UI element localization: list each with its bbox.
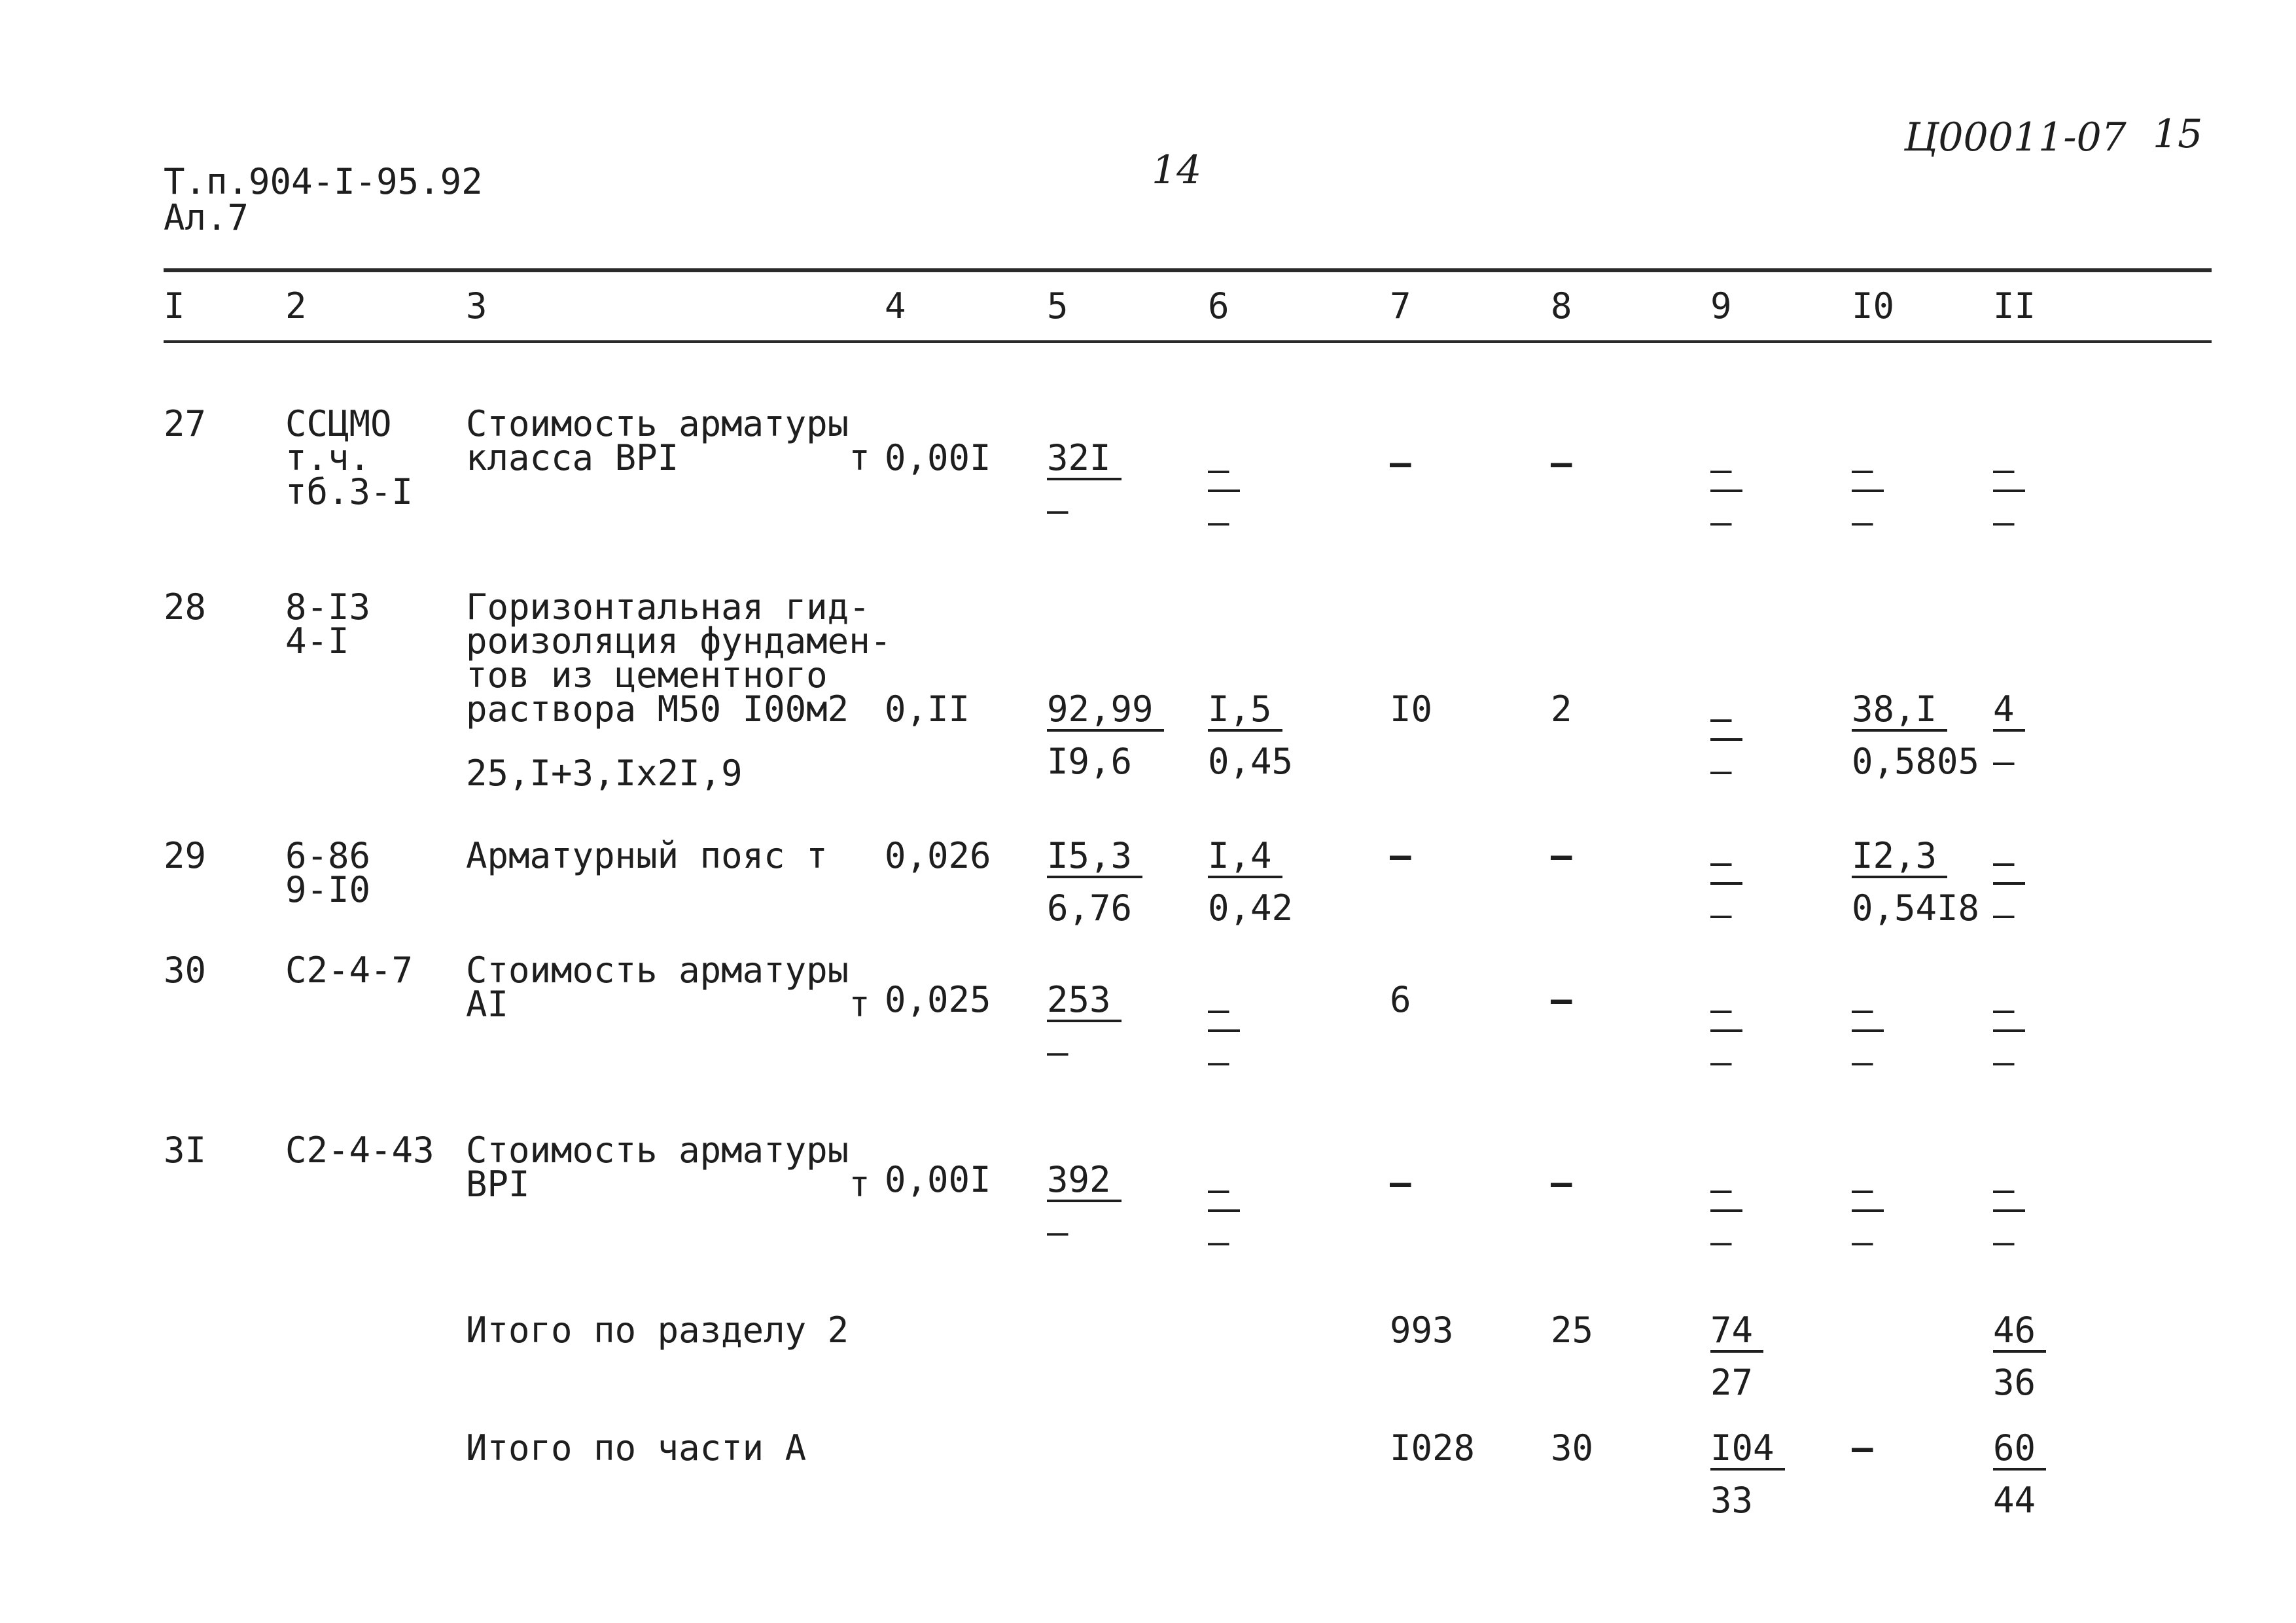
cell-8: – bbox=[1551, 442, 1572, 484]
fraction-numerator: – bbox=[1208, 452, 1240, 492]
col-header: II bbox=[1993, 285, 2036, 327]
work-name: раствора М50 I00м2 bbox=[466, 688, 849, 730]
fraction-numerator: – bbox=[1208, 991, 1240, 1032]
norm-code: 8-I3 bbox=[285, 586, 371, 628]
cost-cell-5 bbox=[1047, 437, 1122, 531]
cost-cell-11 bbox=[1993, 449, 2025, 543]
col-header: 9 bbox=[1710, 285, 1732, 327]
norm-code: С2-4-7 bbox=[285, 950, 414, 991]
work-name: Стоимость арматуры bbox=[466, 950, 849, 991]
cost-cell-11 bbox=[1993, 844, 2025, 933]
row-number: 3I bbox=[164, 1130, 207, 1171]
fraction-numerator: 392 bbox=[1047, 1162, 1122, 1202]
fraction-numerator: 253 bbox=[1047, 982, 1122, 1022]
work-name: АI т bbox=[466, 984, 870, 1025]
fraction-denominator: – bbox=[1852, 501, 1873, 543]
quantity: 0,00I bbox=[885, 1159, 991, 1200]
cell-7: I0 bbox=[1390, 688, 1433, 730]
cost-cell-6 bbox=[1208, 688, 1294, 782]
cost-cell-6 bbox=[1208, 449, 1240, 543]
fraction-numerator: – bbox=[1710, 844, 1742, 885]
fraction-denominator: – bbox=[1710, 894, 1732, 935]
page-number-handwritten: 14 bbox=[1152, 147, 1202, 193]
cell-7: – bbox=[1390, 835, 1411, 876]
fraction-numerator: 60 bbox=[1993, 1430, 2046, 1471]
col-header: 4 bbox=[885, 285, 906, 327]
cell-8: – bbox=[1551, 1162, 1572, 1204]
fraction-denominator: 0,42 bbox=[1208, 887, 1294, 929]
fraction-numerator: 32I bbox=[1047, 440, 1122, 480]
col-header: 2 bbox=[285, 285, 307, 327]
fraction-denominator: – bbox=[1208, 501, 1229, 543]
fraction-denominator: 44 bbox=[1993, 1480, 2036, 1521]
cost-cell-10 bbox=[1852, 835, 1980, 929]
norm-code: С2-4-43 bbox=[285, 1130, 434, 1171]
cost-cell-11 bbox=[1993, 688, 2025, 782]
fraction-denominator: – bbox=[1710, 1221, 1732, 1262]
total-cell-10: – bbox=[1852, 1427, 1873, 1469]
fraction-denominator: – bbox=[1047, 1211, 1069, 1253]
cell-7: – bbox=[1390, 1162, 1411, 1204]
total-cell-11 bbox=[1993, 1312, 2046, 1401]
cost-cell-6 bbox=[1208, 991, 1240, 1080]
fraction-denominator: – bbox=[1047, 490, 1069, 531]
norm-code: тб.3-I bbox=[285, 471, 414, 512]
fraction-denominator: – bbox=[1208, 1041, 1229, 1082]
fraction-denominator: – bbox=[1993, 1041, 2015, 1082]
row-number: 29 bbox=[164, 835, 207, 876]
fraction-numerator: – bbox=[1993, 844, 2025, 885]
fraction-numerator: – bbox=[1993, 1171, 2025, 1212]
table-header-rule bbox=[164, 340, 2212, 343]
work-name: Арматурный пояс т bbox=[466, 835, 828, 876]
work-name: Стоимость арматуры bbox=[466, 1130, 849, 1171]
fraction-denominator: 0,54I8 bbox=[1852, 887, 1980, 929]
fraction-denominator: – bbox=[1993, 1221, 2015, 1262]
fraction-numerator: – bbox=[1852, 452, 1884, 492]
cost-cell-6 bbox=[1208, 835, 1294, 929]
doc-code: Т.п.904-I-95.92 bbox=[164, 161, 483, 202]
work-name: тов из цементного bbox=[466, 654, 828, 696]
cost-cell-6 bbox=[1208, 1171, 1240, 1260]
row-number: 27 bbox=[164, 403, 207, 444]
cost-cell-9 bbox=[1710, 1171, 1742, 1260]
fraction-numerator: I,5 bbox=[1208, 691, 1282, 732]
col-header: 3 bbox=[466, 285, 487, 327]
row-number: 28 bbox=[164, 586, 207, 628]
cost-cell-5 bbox=[1047, 979, 1122, 1073]
norm-code: 6-86 bbox=[285, 835, 371, 876]
col-header: 8 bbox=[1551, 285, 1572, 327]
sheet-number-handwritten: 15 bbox=[2153, 111, 2203, 157]
fraction-numerator: I2,3 bbox=[1852, 838, 1947, 878]
cell-7: 6 bbox=[1390, 979, 1411, 1020]
fraction-denominator: – bbox=[1993, 741, 2015, 782]
fraction-numerator: 46 bbox=[1993, 1312, 2046, 1353]
total-cell-8: 25 bbox=[1551, 1310, 1594, 1351]
cost-cell-10 bbox=[1852, 449, 1884, 543]
col-header: 5 bbox=[1047, 285, 1069, 327]
fraction-denominator: 33 bbox=[1710, 1480, 1754, 1521]
total-cell-7: I028 bbox=[1390, 1427, 1475, 1469]
fraction-denominator: 27 bbox=[1710, 1362, 1754, 1403]
fraction-numerator: 38,I bbox=[1852, 691, 1947, 732]
cost-cell-5 bbox=[1047, 1159, 1122, 1253]
work-name: ВРI т bbox=[466, 1164, 870, 1205]
cost-cell-9 bbox=[1710, 449, 1742, 543]
total-cell-7: 993 bbox=[1390, 1310, 1454, 1351]
quantity: 0,00I bbox=[885, 437, 991, 478]
cell-8: 2 bbox=[1551, 688, 1572, 730]
quantity-formula: 25,I+3,Ix2I,9 bbox=[466, 753, 743, 794]
fraction-numerator: – bbox=[1710, 991, 1742, 1032]
norm-code: ССЦМО bbox=[285, 403, 392, 444]
cost-cell-11 bbox=[1993, 991, 2025, 1080]
fraction-denominator: – bbox=[1852, 1221, 1873, 1262]
cost-cell-10 bbox=[1852, 688, 1980, 782]
fraction-denominator: – bbox=[1993, 894, 2015, 935]
archive-code-handwritten: Ц00011-07 bbox=[1904, 115, 2127, 160]
fraction-numerator: I5,3 bbox=[1047, 838, 1142, 878]
cost-cell-5 bbox=[1047, 688, 1164, 782]
album-number: Ал.7 bbox=[164, 197, 249, 238]
col-header: I bbox=[164, 285, 185, 327]
quantity: 0,025 bbox=[885, 979, 991, 1020]
fraction-numerator: – bbox=[1710, 452, 1742, 492]
totals-label: Итого по части А bbox=[466, 1427, 807, 1469]
work-name: класса ВРI т bbox=[466, 437, 870, 478]
work-name: Горизонтальная гид- bbox=[466, 586, 870, 628]
cell-7: – bbox=[1390, 442, 1411, 484]
col-header: I0 bbox=[1852, 285, 1895, 327]
cost-cell-10 bbox=[1852, 1171, 1884, 1260]
quantity: 0,II bbox=[885, 688, 970, 730]
total-cell-9 bbox=[1710, 1312, 1763, 1401]
total-cell-11 bbox=[1993, 1427, 2046, 1521]
col-header: 6 bbox=[1208, 285, 1229, 327]
fraction-numerator: – bbox=[1710, 700, 1742, 741]
fraction-denominator: – bbox=[1710, 750, 1732, 791]
cost-cell-9 bbox=[1710, 844, 1742, 933]
cell-8: – bbox=[1551, 835, 1572, 876]
col-header: 7 bbox=[1390, 285, 1411, 327]
totals-label: Итого по разделу 2 bbox=[466, 1310, 849, 1351]
cost-cell-9 bbox=[1710, 991, 1742, 1080]
total-cell-9 bbox=[1710, 1427, 1785, 1521]
fraction-denominator: – bbox=[1710, 501, 1732, 543]
quantity: 0,026 bbox=[885, 835, 991, 876]
row-number: 30 bbox=[164, 950, 207, 991]
fraction-denominator: – bbox=[1047, 1031, 1069, 1073]
fraction-numerator: 4 bbox=[1993, 691, 2025, 732]
total-cell-8: 30 bbox=[1551, 1427, 1594, 1469]
cost-cell-10 bbox=[1852, 991, 1884, 1080]
fraction-numerator: 74 bbox=[1710, 1312, 1763, 1353]
fraction-numerator: – bbox=[1993, 991, 2025, 1032]
fraction-numerator: – bbox=[1993, 452, 2025, 492]
fraction-numerator: I,4 bbox=[1208, 838, 1282, 878]
fraction-denominator: 6,76 bbox=[1047, 887, 1133, 929]
cost-cell-5 bbox=[1047, 835, 1142, 929]
fraction-denominator: 0,45 bbox=[1208, 741, 1294, 782]
fraction-denominator: 36 bbox=[1993, 1362, 2036, 1403]
fraction-numerator: – bbox=[1852, 1171, 1884, 1212]
norm-code: т.ч. bbox=[285, 437, 371, 478]
fraction-denominator: I9,6 bbox=[1047, 741, 1133, 782]
fraction-denominator: – bbox=[1993, 501, 2015, 543]
fraction-numerator: I04 bbox=[1710, 1430, 1785, 1471]
norm-code: 4-I bbox=[285, 620, 349, 662]
fraction-numerator: – bbox=[1710, 1171, 1742, 1212]
work-name: роизоляция фундамен- bbox=[466, 620, 892, 662]
fraction-denominator: – bbox=[1208, 1221, 1229, 1262]
fraction-denominator: – bbox=[1710, 1041, 1732, 1082]
fraction-numerator: – bbox=[1852, 991, 1884, 1032]
cost-cell-11 bbox=[1993, 1171, 2025, 1260]
cell-8: – bbox=[1551, 979, 1572, 1020]
cost-cell-9 bbox=[1710, 700, 1742, 789]
table-top-rule bbox=[164, 268, 2212, 272]
work-name: Стоимость арматуры bbox=[466, 403, 849, 444]
norm-code: 9-I0 bbox=[285, 869, 371, 910]
fraction-denominator: – bbox=[1852, 1041, 1873, 1082]
fraction-denominator: 0,5805 bbox=[1852, 741, 1980, 782]
fraction-numerator: 92,99 bbox=[1047, 691, 1164, 732]
fraction-numerator: – bbox=[1208, 1171, 1240, 1212]
